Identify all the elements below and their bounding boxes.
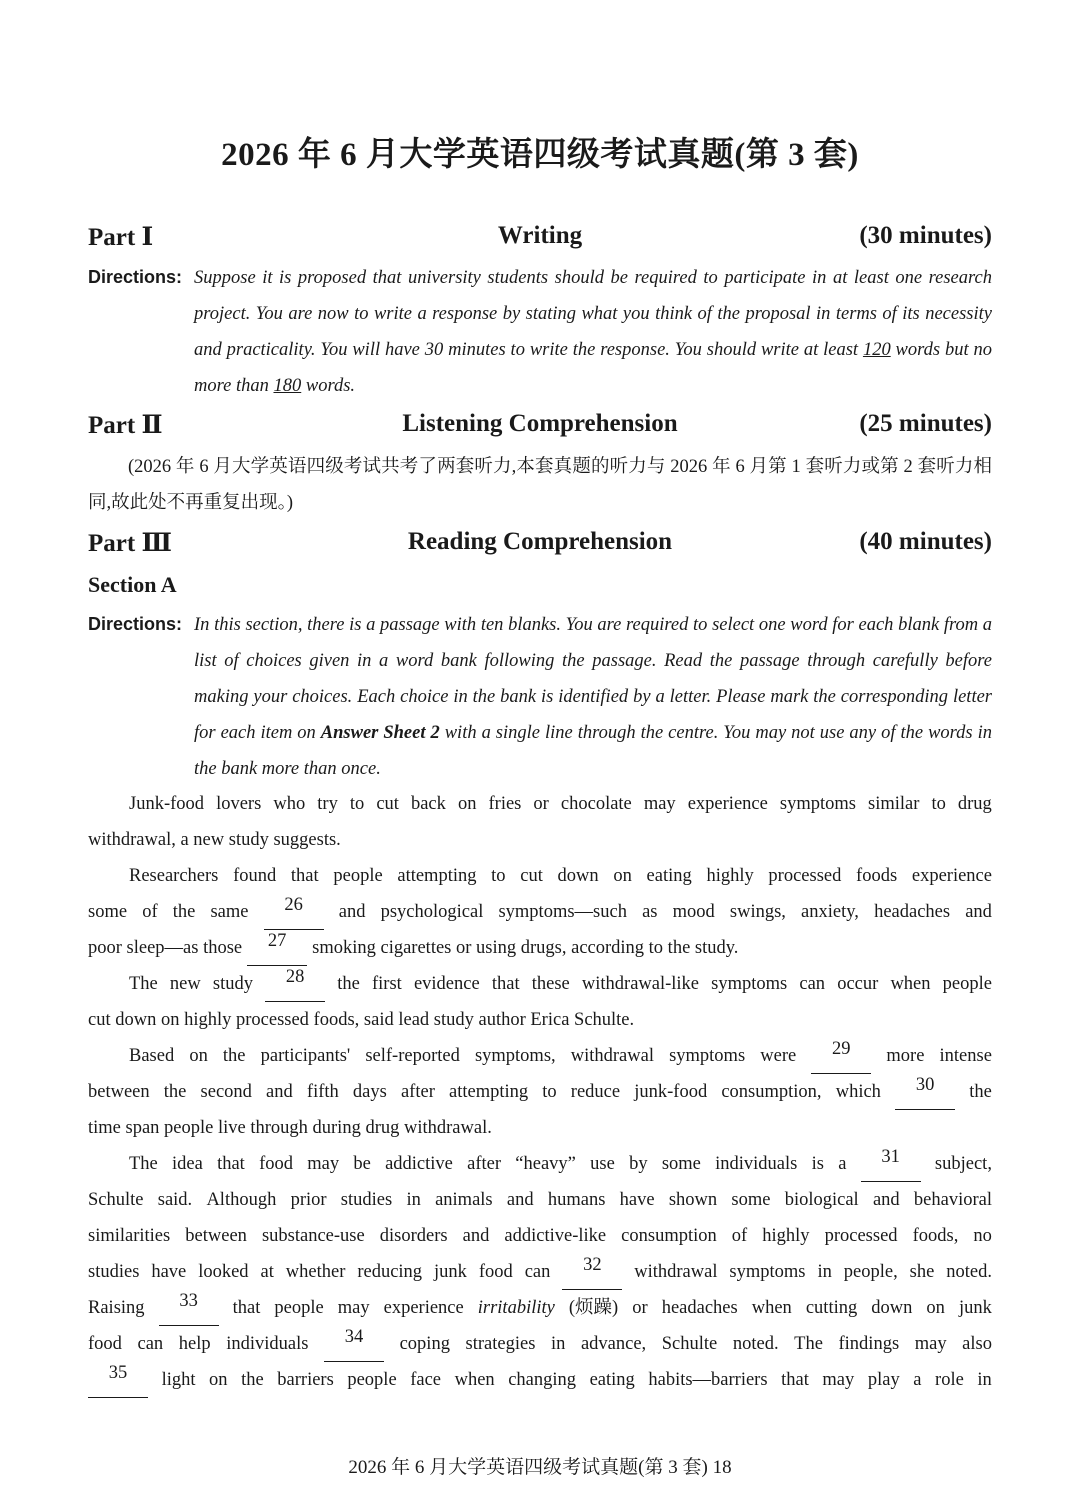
word: to <box>349 794 365 814</box>
word: may <box>914 1334 947 1354</box>
word: noted. <box>732 1334 779 1354</box>
word: noted. <box>946 1262 992 1282</box>
word: experience <box>383 1298 464 1318</box>
word: headaches <box>874 902 951 922</box>
word: some <box>661 1154 701 1174</box>
word: people <box>942 974 992 994</box>
passage-line <box>88 1074 992 1110</box>
word: whether <box>285 1262 346 1282</box>
word: and <box>266 1082 293 1102</box>
word: same <box>210 902 249 922</box>
word: between <box>88 1082 150 1102</box>
word: in <box>817 1262 832 1282</box>
blank-31[interactable]: 31 <box>861 1146 921 1182</box>
word: withdrawal-like <box>581 974 700 994</box>
section-a-heading: Section A <box>88 572 177 597</box>
part-1-label: Part Ⅰ <box>88 224 154 251</box>
word: the <box>163 1082 187 1102</box>
word: after <box>400 1082 435 1102</box>
word: in <box>550 1334 566 1354</box>
page-title: 2026 年 6 月大学英语四级考试真题(第 3 套) <box>221 137 859 173</box>
word: drug <box>957 794 992 814</box>
word: by <box>629 1154 648 1174</box>
word: participants' <box>260 1046 351 1066</box>
word: symptoms, <box>474 1046 556 1066</box>
word: eating <box>589 1370 635 1390</box>
word: highly <box>706 866 754 886</box>
word: chocolate <box>560 794 632 814</box>
directions-text: words. <box>301 376 356 396</box>
word: help <box>178 1334 211 1354</box>
word: or <box>533 794 549 814</box>
word: headaches <box>661 1298 738 1318</box>
word: the <box>969 1082 992 1102</box>
word: idea <box>172 1154 203 1174</box>
word: on <box>209 1370 228 1390</box>
word: food <box>478 1262 513 1282</box>
part-3-directions-label: Directions: <box>88 614 183 634</box>
part-3-label: Part Ⅲ <box>88 530 172 557</box>
part-3-header <box>88 528 992 562</box>
word: face <box>410 1370 442 1390</box>
word: light <box>161 1370 196 1390</box>
word: Although <box>206 1190 277 1210</box>
word: on <box>926 1298 945 1318</box>
word: that <box>781 1370 809 1390</box>
word: study <box>212 974 253 994</box>
word: strategies <box>465 1334 536 1354</box>
part-1-directions <box>194 260 992 404</box>
word: the <box>222 1046 246 1066</box>
word: withdrawal <box>570 1046 654 1066</box>
word: behavioral <box>913 1190 992 1210</box>
word: coping <box>399 1334 450 1354</box>
word: may <box>643 794 676 814</box>
passage-line <box>88 1182 992 1218</box>
part-1-name: Writing <box>497 222 583 249</box>
part-1-directions-label: Directions: <box>88 267 183 287</box>
word: that <box>491 974 520 994</box>
word: and <box>462 1226 490 1246</box>
word: addictive <box>385 1154 453 1174</box>
word: back <box>410 794 446 814</box>
word: can <box>524 1262 551 1282</box>
word: were <box>760 1046 797 1066</box>
word: between <box>185 1226 247 1246</box>
word: that <box>217 1154 245 1174</box>
word: second <box>200 1082 252 1102</box>
word: no <box>973 1226 992 1246</box>
word: lovers <box>216 794 262 814</box>
word: have <box>151 1262 187 1282</box>
word: processed <box>824 1226 898 1246</box>
page-footer: 2026 年 6 月大学英语四级考试真题(第 3 套) 18 <box>348 1457 732 1478</box>
word: swings, <box>729 902 786 922</box>
blank-35[interactable]: 35 <box>88 1362 148 1398</box>
word: some <box>731 1190 771 1210</box>
passage-line <box>88 822 992 858</box>
word: The <box>129 974 158 994</box>
word: have <box>619 1190 655 1210</box>
word: a <box>838 1154 847 1174</box>
word: who <box>273 794 306 814</box>
passage-line <box>88 894 992 930</box>
word: advance, <box>580 1334 647 1354</box>
word: at <box>260 1262 274 1282</box>
word: in <box>406 1190 421 1210</box>
word: Based <box>129 1046 175 1066</box>
word: to <box>542 1082 557 1102</box>
word: to <box>931 794 946 814</box>
word: on <box>457 794 477 814</box>
blank-34[interactable]: 34 <box>324 1326 384 1362</box>
word: people, <box>843 1262 898 1282</box>
word: also <box>962 1334 992 1354</box>
word: reduce <box>570 1082 621 1102</box>
word: can <box>799 974 826 994</box>
word: use <box>590 1154 615 1174</box>
word: cut down on highly processed foods, said lead study author Erica Schulte. <box>88 1010 635 1030</box>
part-1-header <box>88 222 992 256</box>
word: time span people live through during drug withdrawal. <box>88 1118 492 1138</box>
min-words: 120 <box>862 340 891 360</box>
word: found <box>233 866 277 886</box>
word: down <box>871 1298 913 1318</box>
passage-line <box>88 1218 992 1254</box>
passage-line <box>88 1002 992 1038</box>
word: some <box>88 902 128 922</box>
word: be <box>353 1154 371 1174</box>
directions-text: with a single line through the centre. You may not use any of the words in the bank more than once. <box>194 723 992 779</box>
word: and <box>338 902 366 922</box>
word: Raising <box>88 1298 145 1318</box>
word: animals <box>435 1190 493 1210</box>
word: cut <box>520 866 543 886</box>
max-words: 180 <box>273 376 302 396</box>
word: smoking cigarettes or using drugs, according to the study. <box>312 938 739 958</box>
word: that <box>232 1298 261 1318</box>
word: when <box>751 1298 792 1318</box>
word: looked <box>198 1262 249 1282</box>
word: individuals <box>226 1334 309 1354</box>
word: role <box>935 1370 964 1390</box>
word: can <box>137 1334 164 1354</box>
word: habits—barriers <box>648 1370 768 1390</box>
blank-30[interactable]: 30 <box>895 1074 955 1110</box>
part-2-time: (25 minutes) <box>859 410 992 437</box>
part-2-header <box>88 410 992 444</box>
directions-text: In this section, there is a passage with ten blanks. You are required to select one word for each blank from a list of choices given in a word bank following the passage. Read the passage through carefully before making your choices. Each choice in the bank is identified by a letter. Please mark the corresponding letter for each item on <box>194 615 992 743</box>
word: may <box>822 1370 855 1390</box>
word: attempting <box>449 1082 529 1102</box>
word: irritability <box>477 1298 555 1318</box>
blank-33[interactable]: 33 <box>159 1290 219 1326</box>
passage-line <box>88 1110 992 1146</box>
word: similarities <box>88 1226 171 1246</box>
word: self-reported <box>365 1046 460 1066</box>
word: and <box>965 902 992 922</box>
word: play <box>867 1370 900 1390</box>
word: symptoms <box>711 974 788 994</box>
word: a <box>913 1370 922 1390</box>
word: may <box>337 1298 370 1318</box>
word: new <box>169 974 201 994</box>
word: food <box>259 1154 293 1174</box>
word: withdrawal, a new study suggests. <box>88 830 341 850</box>
word: psychological <box>380 902 484 922</box>
word: humans <box>547 1190 606 1210</box>
blank-29[interactable]: 29 <box>811 1038 871 1074</box>
passage-line <box>129 858 992 894</box>
word: fifth <box>306 1082 339 1102</box>
word: intense <box>939 1046 992 1066</box>
blank-28[interactable]: 28 <box>265 966 325 1002</box>
word: poor sleep—as those <box>88 938 243 958</box>
word: disorders <box>379 1226 448 1246</box>
word: she <box>909 1262 935 1282</box>
word: people <box>347 1370 397 1390</box>
directions-text: Suppose it is proposed that university students should be required to participate in at least one research project. You are now to write a response by stating what you think of the proposal in terms of its necessity and practicality. You will have 30 minutes to write the response. You should write at least <box>194 268 992 360</box>
word: when <box>890 974 931 994</box>
word: withdrawal <box>634 1262 718 1282</box>
word: fries <box>488 794 522 814</box>
word: symptoms <box>669 1046 746 1066</box>
word: The <box>129 1154 158 1174</box>
passage-line <box>129 786 992 822</box>
word: consumption, <box>721 1082 822 1102</box>
word: and <box>506 1190 534 1210</box>
word: processed <box>768 866 842 886</box>
passage-line <box>88 1254 992 1290</box>
word: reducing <box>357 1262 423 1282</box>
word: biological <box>784 1190 859 1210</box>
word: of <box>731 1226 748 1246</box>
passage-line <box>129 1146 992 1182</box>
directions-text: words but no more than <box>194 340 992 396</box>
answer-sheet-ref: Answer Sheet 2 <box>320 723 440 743</box>
blank-27[interactable]: 27 <box>247 930 307 966</box>
part-3-directions <box>194 607 992 787</box>
word: junk <box>434 1262 467 1282</box>
word: foods, <box>912 1226 959 1246</box>
word: symptoms <box>779 794 856 814</box>
listening-note: (2026 年 6 月大学英语四级考试共考了两套听力,本套真题的听力与 2026 年 6 月第 1 套听力或第 2 套听力相同,故此处不再重复出现。) <box>88 457 992 513</box>
word: said. <box>157 1190 193 1210</box>
word: substance-use <box>261 1226 365 1246</box>
word: is <box>811 1154 824 1174</box>
word: eating <box>646 866 692 886</box>
word: people <box>333 866 383 886</box>
word: attempting <box>397 866 477 886</box>
passage-line <box>88 1362 992 1398</box>
word: people <box>274 1298 324 1318</box>
word: foods <box>856 866 898 886</box>
word: cut <box>376 794 399 814</box>
word: as <box>642 902 658 922</box>
word: shown <box>668 1190 718 1210</box>
word: and <box>872 1190 900 1210</box>
word: first <box>372 974 402 994</box>
word: food <box>88 1334 122 1354</box>
part-3-name: Reading Comprehension <box>407 528 673 555</box>
word: individuals <box>715 1154 798 1174</box>
part-2-label: Part Ⅱ <box>88 412 163 439</box>
word: highly <box>762 1226 810 1246</box>
part-1-time: (30 minutes) <box>859 222 992 249</box>
passage-line <box>88 930 992 966</box>
word: “heavy” <box>515 1154 576 1174</box>
word: studies <box>88 1262 140 1282</box>
blank-32[interactable]: 32 <box>562 1254 622 1290</box>
blank-26[interactable]: 26 <box>264 894 324 930</box>
word: experience <box>687 794 768 814</box>
passage-line <box>88 1290 992 1326</box>
word: evidence <box>413 974 480 994</box>
word: symptoms <box>729 1262 806 1282</box>
word: days <box>352 1082 387 1102</box>
word: try <box>317 794 338 814</box>
word: occur <box>837 974 879 994</box>
word: consumption <box>621 1226 717 1246</box>
word: The <box>794 1334 823 1354</box>
word: junk <box>958 1298 992 1318</box>
word: (烦躁) <box>568 1298 619 1318</box>
word: Schulte <box>88 1190 144 1210</box>
word: in <box>977 1370 992 1390</box>
word: addictive-like <box>504 1226 607 1246</box>
part-3-time: (40 minutes) <box>859 528 992 555</box>
word: experience <box>911 866 992 886</box>
word: to <box>491 866 506 886</box>
word: or <box>632 1298 648 1318</box>
word: down <box>557 866 599 886</box>
word: Schulte <box>661 1334 718 1354</box>
word: which <box>835 1082 881 1102</box>
part-2-name: Listening Comprehension <box>402 410 678 437</box>
word: prior <box>290 1190 327 1210</box>
word: on <box>613 866 632 886</box>
word: studies <box>340 1190 393 1210</box>
word: the <box>172 902 196 922</box>
word: of <box>142 902 158 922</box>
passage-line <box>129 966 992 1002</box>
word: similar <box>868 794 920 814</box>
word: that <box>290 866 319 886</box>
word: Researchers <box>129 866 219 886</box>
word: the <box>241 1370 264 1390</box>
passage-line <box>88 1326 992 1362</box>
word: cutting <box>805 1298 858 1318</box>
word: when <box>454 1370 495 1390</box>
word: these <box>531 974 570 994</box>
word: findings <box>838 1334 900 1354</box>
word: subject, <box>934 1154 992 1174</box>
word: mood <box>672 902 715 922</box>
word: after <box>467 1154 502 1174</box>
word: more <box>886 1046 925 1066</box>
word: junk-food <box>634 1082 708 1102</box>
word: the <box>337 974 360 994</box>
word: may <box>307 1154 340 1174</box>
word: on <box>189 1046 208 1066</box>
word: anxiety, <box>801 902 859 922</box>
word: Junk-food <box>129 794 205 814</box>
word: changing <box>508 1370 577 1390</box>
word: symptoms—such <box>498 902 627 922</box>
passage-line <box>129 1038 992 1074</box>
word: barriers <box>277 1370 334 1390</box>
